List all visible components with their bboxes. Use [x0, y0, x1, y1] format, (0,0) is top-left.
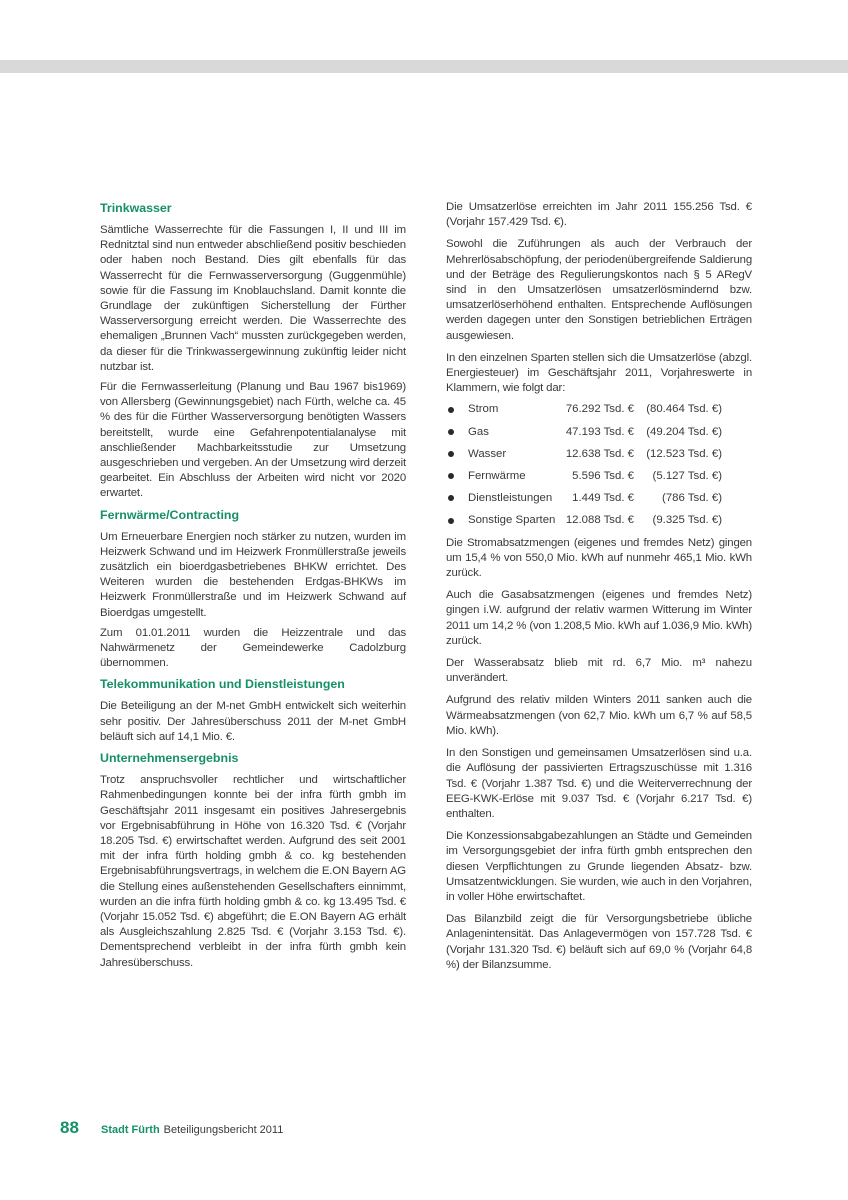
top-gray-band — [0, 60, 848, 73]
sparte-name: Strom — [468, 403, 499, 416]
sparte-name: Dienstleistungen — [468, 492, 553, 505]
heading-unternehmensergebnis: Unternehmensergebnis — [100, 751, 239, 766]
footer-title: Beteiligungsbericht 2011 — [163, 1124, 284, 1136]
page-number: 88 — [60, 1118, 79, 1137]
bullet-icon — [448, 473, 454, 479]
bullet-icon — [448, 407, 454, 413]
sparte-name: Fernwärme — [468, 470, 526, 483]
paragraph: Sowohl die Zuführungen als auch der Verbrauch der Mehrerlösabschöpfung, der periodenübergreifende Saldierung und der Beträge des Regulierungskontos nach § 5 ARegV sind in den Umsatzerlösen umsatzerlösmindernd bzw. umsatzerlöserhöhend enthalten. Entsprechende Auflösungen werden dagegen unter den Sonstigen betrieblichen Erträgen ausgewiesen. — [446, 238, 752, 342]
paragraph: Das Bilanzbild zeigt die für Versorgungsbetriebe übliche Anlagenintensität. Das Anlagevermögen von 157.728 Tsd. € (Vorjahr 131.320 Tsd. €) beläuft sich auf 69,0 % (Vorjahr 64,8 %) der Bilanzsumme. — [446, 913, 752, 971]
sparte-previous: (786 Tsd. €) — [662, 492, 722, 505]
right-column — [446, 200, 752, 980]
sparten-list — [446, 398, 752, 531]
list-item — [446, 465, 752, 487]
paragraph: Auch die Gasabsatzmengen (eigenes und fremdes Netz) gingen i.W. aufgrund der relativ warmen Witterung im Winter 2011 um 14,2 % (von 1.208,5 Mio. kWh auf 1.036,9 Mio. kWh) zurück. — [446, 589, 752, 647]
paragraph: Sämtliche Wasserrechte für die Fassungen I, II und III im Rednitztal sind nun entweder abschließend positiv beschieden oder haben noch Bestand. Dies gilt ebenfalls für das Wasserrecht für die Fernwasserversorgung (Guggenmühle) sowie für die Fassung im Knoblauchsland. Damit konnte die Grundlage der zukünftigen Sicherstellung der Fürther Wasserversorgung erreicht werden. Die Wasserrechte des ehemaligen „Brunnen Vach“ mussten zurückgegeben werden, da dieser für die Trinkwassergewinnung zukünftig leider nicht nutzbar ist. — [100, 224, 406, 373]
heading-telekommunikation: Telekommunikation und Dienstleistungen — [100, 677, 345, 692]
bullet-icon — [448, 518, 454, 524]
list-item — [446, 443, 752, 465]
sparte-previous: (49.204 Tsd. €) — [646, 425, 722, 438]
heading-fernwaerme: Fernwärme/Contracting — [100, 507, 240, 522]
left-column — [100, 200, 406, 976]
paragraph: In den Sonstigen und gemeinsamen Umsatzerlösen sind u.a. die Auflösung der passivierten Ertragszuschüsse mit 1.316 Tsd. € (Vorjahr 1.387 Tsd. €) und die Weiterverrechnung der EEG-KWK-Erlöse mit 9.037 Tsd. € (Vorjahr 6.217 Tsd. €) enthalten. — [446, 747, 752, 820]
paragraph: Der Wasserabsatz blieb mit rd. 6,7 Mio. m³ nahezu unverändert. — [446, 657, 752, 685]
bullet-icon — [448, 429, 454, 435]
sparte-name: Sonstige Sparten — [468, 514, 556, 527]
paragraph: Die Beteiligung an der M-net GmbH entwickelt sich weiterhin sehr positiv. Der Jahresüberschuss 2011 der M-net GmbH beläuft sich auf 14,1 Mio. €. — [100, 700, 406, 743]
list-item — [446, 487, 752, 509]
paragraph: Die Stromabsatzmengen (eigenes und fremdes Netz) gingen um 15,4 % von 550,0 Mio. kWh auf nunmehr 465,1 Mio. kWh zurück. — [446, 536, 752, 580]
sparte-previous: (9.325 Tsd. €) — [652, 514, 722, 527]
paragraph: Zum 01.01.2011 wurden die Heizzentrale und das Nahwärmenetz der Gemeindewerke Cadolzburg übernommen. — [100, 626, 406, 670]
sparte-value: 76.292 Tsd. € — [565, 403, 634, 416]
sparte-value: 47.193 Tsd. € — [565, 425, 634, 438]
sparte-value: 12.088 Tsd. € — [565, 514, 634, 527]
paragraph: Die Umsatzerlöse erreichten im Jahr 2011 155.256 Tsd. € (Vorjahr 157.429 Tsd. €). — [446, 201, 752, 229]
sparte-value: 12.638 Tsd. € — [565, 447, 634, 460]
bullet-icon — [448, 495, 454, 501]
paragraph: Die Konzessionsabgabezahlungen an Städte und Gemeinden im Versorgungsgebiet der infra fürth gmbh entsprechen den diesen Verpflichtungen zu Grunde liegenden Absatz- bzw. Umsatzentwicklungen. Sie wurden, wie auch in den Vorjahren, in voller Höhe erwirtschaftet. — [446, 830, 752, 903]
bullet-icon — [448, 451, 454, 457]
paragraph: Um Erneuerbare Energien noch stärker zu nutzen, wurden im Heizwerk Schwand und im Heizwerk Fronmüllerstraße jeweils zusätzlich ein bioerdgasbetriebenes BHKW errichtet. Des Weiteren wurden die bestehenden Erdgas-BHKWs im Heizwerk Fronmüllerstraße und im Heizwerk Schwand auf Bioerdgas umgestellt. — [100, 530, 406, 619]
footer-brand: Stadt Fürth — [101, 1124, 160, 1136]
sparte-name: Wasser — [468, 447, 507, 460]
sparte-previous: (12.523 Tsd. €) — [646, 447, 722, 460]
list-item — [446, 509, 752, 531]
page-footer — [60, 1118, 283, 1138]
paragraph: Für die Fernwasserleitung (Planung und Bau 1967 bis1969) von Allersberg (Gewinnungsgebiet) nach Fürth, welche ca. 45 % des für die Fürther Wasserversorgung benötigten Wassers bereitstellt, wurde eine Gefahrenpotentialanalyse mit anschließender Machbarkeitsstudie zur Umsetzung ausgeschrieben und vergeben. An der Umsetzung wird derzeit gearbeitet. Ein Abschluss der Arbeiten wird nicht vor 2020 erwartet. — [100, 381, 406, 500]
sparte-value: 5.596 Tsd. € — [572, 470, 634, 483]
list-item — [446, 421, 752, 443]
paragraph: In den einzelnen Sparten stellen sich die Umsatzerlöse (abzgl. Energiesteuer) im Geschäftsjahr 2011, Vorjahreswerte in Klammern, wie folgt dar: — [446, 351, 752, 395]
list-item — [446, 398, 752, 420]
paragraph: Trotz anspruchsvoller rechtlicher und wirtschaftlicher Rahmenbedingungen konnte bei der infra fürth gmbh im Geschäftsjahr 2011 insgesamt ein positives Jahresergebnis vor Ergebnisabführung in Höhe von 16.320 Tsd. € (Vorjahr 18.205 Tsd. €) erwirtschaftet werden. Aufgrund des seit 2001 mit der infra fürth holding gmbh & co. kg bestehenden Ergebnisabführungsvertrags, in welchem die E.ON Bayern AG die Stellung eines außenstehenden Gesellschafters einnimmt, wurden an die infra fürth holding gmbh & co. kg 13.495 Tsd. € (Vorjahr 15.052 Tsd. €) abgeführt; die E.ON Bayern AG erhält als Ausgleichszahlung 2.825 Tsd. € (Vorjahr 3.153 Tsd. €). Dementsprechend verbleibt in der infra fürth gmbh kein Jahresüberschuss. — [100, 774, 406, 969]
sparte-name: Gas — [468, 425, 489, 438]
sparte-previous: (80.464 Tsd. €) — [646, 403, 722, 416]
sparte-previous: (5.127 Tsd. €) — [652, 470, 722, 483]
sparte-value: 1.449 Tsd. € — [572, 492, 634, 505]
paragraph: Aufgrund des relativ milden Winters 2011 sanken auch die Wärmeabsatzmengen (von 62,7 Mio. kWh um 6,7 % auf 58,5 Mio. kWh). — [446, 694, 752, 737]
heading-trinkwasser: Trinkwasser — [100, 201, 172, 215]
